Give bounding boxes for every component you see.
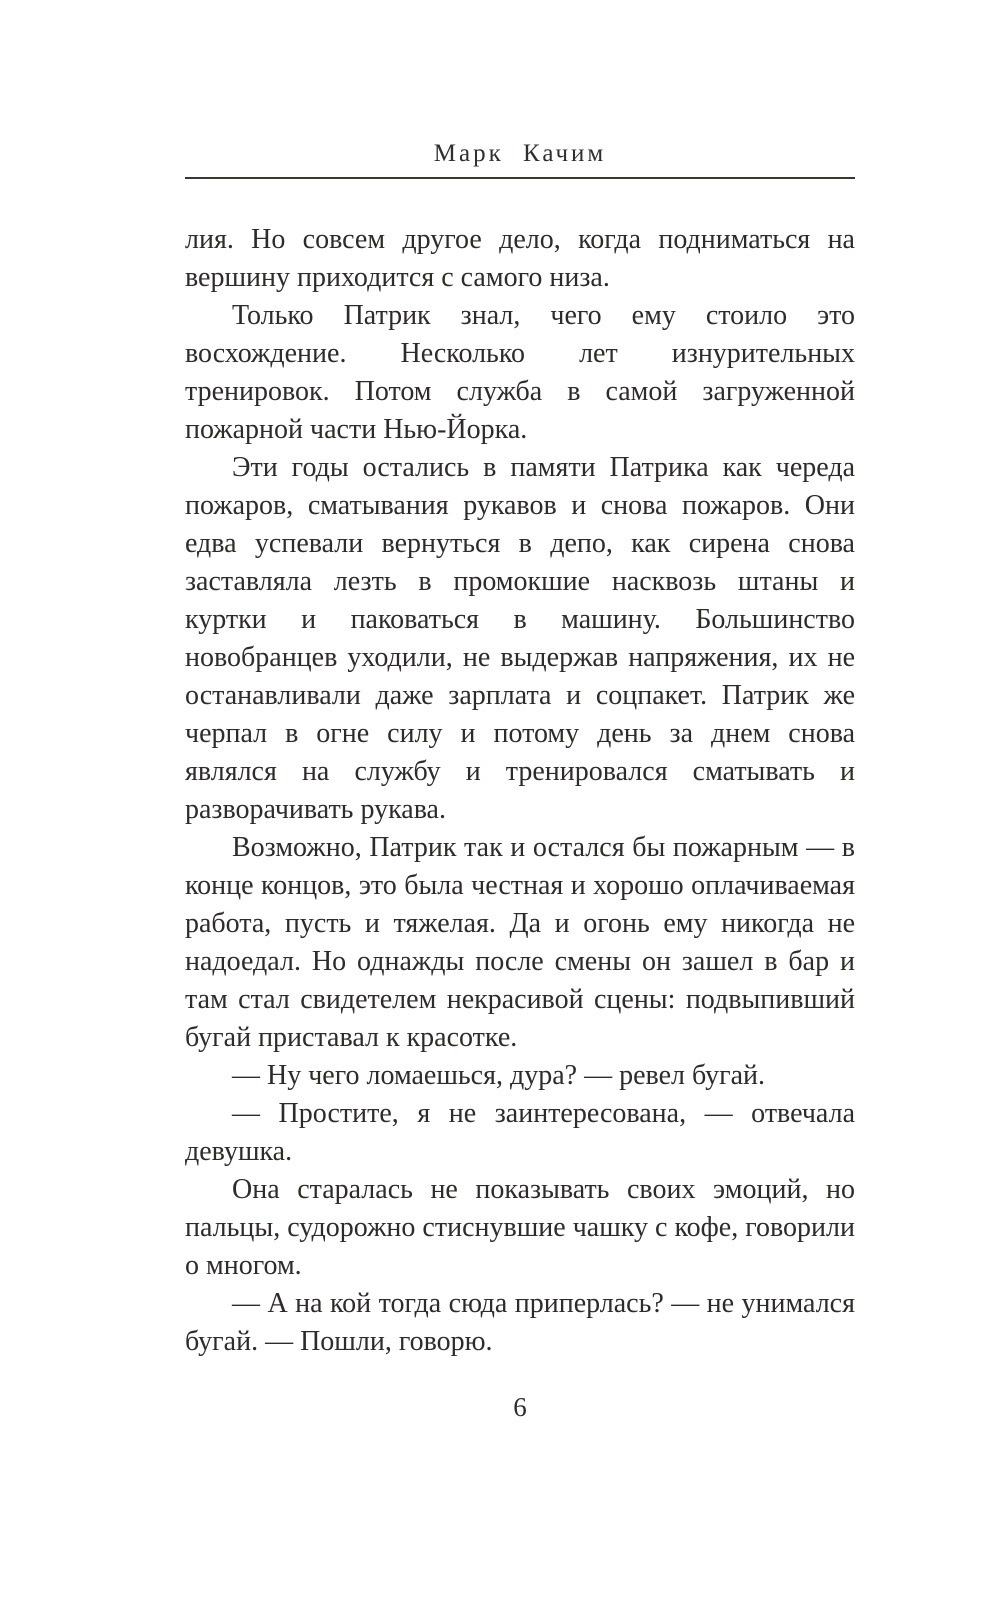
paragraph: Только Патрик знал, чего ему стоило это восхождение. Несколько лет изнурительных тренировок. Потом служба в самой загруженной пожарной части Нью-Йорка. [185, 300, 855, 445]
header-rule [185, 177, 855, 179]
paragraph: Она старалась не показывать своих эмоций, но пальцы, судорожно стиснувшие чашку с кофе, говорили о многом. [185, 1174, 855, 1281]
page-body [185, 221, 855, 1361]
page-content [185, 0, 855, 1361]
paragraph: Возможно, Патрик так и остался бы пожарным — в конце концов, это была честная и хорошо оплачиваемая работа, пусть и тяжелая. Да и огонь ему никогда не надоедал. Но однажды после смены он зашел в бар и там стал свидетелем некрасивой сцены: подвыпивший бугай приставал к красотке. [185, 832, 855, 1053]
running-head-author: Марк Качим [433, 140, 607, 167]
paragraph-continuation: лия. Но совсем другое дело, когда подниматься на вершину приходится с самого низа. [185, 224, 855, 293]
paragraph-dialogue: — Ну чего ломаешься, дура? — ревел бугай. [232, 1060, 766, 1091]
paragraph: Эти годы остались в памяти Патрика как череда пожаров, сматывания рукавов и снова пожаров. Они едва успевали вернуться в депо, как сирена снова заставляла лезть в промокшие насквозь штаны и куртки и паковаться в машину. Большинство новобранцев уходили, не выдержав напряжения, их не останавливали даже зарплата и соцпакет. Патрик же черпал в огне силу и потому день за днем снова являлся на службу и тренировался сматывать и разворачивать рукава. [185, 452, 855, 825]
paragraph-dialogue: — Простите, я не заинтересована, — отвечала девушка. [185, 1098, 855, 1167]
paragraph-dialogue: — А на кой тогда сюда приперлась? — не унимался бугай. — Пошли, говорю. [185, 1288, 855, 1357]
page-number: 6 [513, 1392, 527, 1422]
page-header [185, 140, 855, 179]
